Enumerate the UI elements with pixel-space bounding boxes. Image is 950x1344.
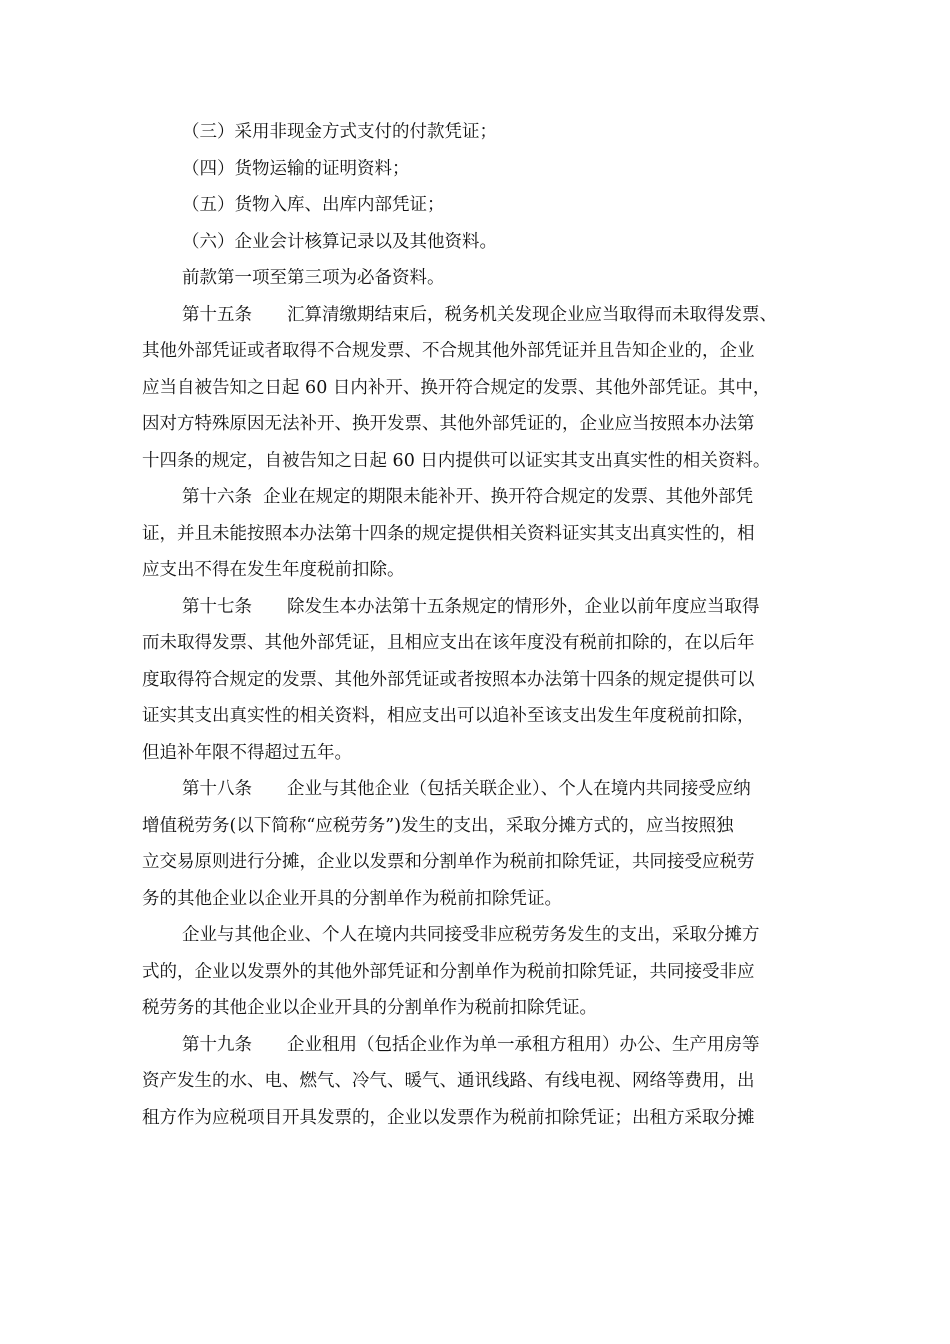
text-line: （五）货物入库、出库内部凭证； — [182, 195, 445, 215]
text-line: 十四条的规定，自被告知之日起 60 日内提供可以证实其支出真实性的相关资料。 — [142, 450, 771, 471]
text-line: 增值税劳务(以下简称“应税劳务”)发生的支出，采取分摊方式的，应当按照独 — [142, 815, 734, 836]
text-line: 租方作为应税项目开具发票的，企业以发票作为税前扣除凭证；出租方采取分摊 — [142, 1107, 755, 1128]
article-15-line: 第十五条 汇算清缴期结束后，税务机关发现企业应当取得而未取得发票、 — [182, 304, 777, 325]
text-line: 因对方特殊原因无法补开、换开发票、其他外部凭证的，企业应当按照本办法第 — [142, 414, 755, 434]
text-line: 立交易原则进行分摊，企业以发票和分割单作为税前扣除凭证，共同接受应税劳 — [142, 852, 755, 872]
text-line: 其他外部凭证或者取得不合规发票、不合规其他外部凭证并且告知企业的，企业 — [142, 341, 755, 361]
text-line: 证，并且未能按照本办法第十四条的规定提供相关资料证实其支出真实性的，相 — [142, 523, 755, 544]
text-line: 式的，企业以发票外的其他外部凭证和分割单作为税前扣除凭证，共同接受非应 — [142, 961, 755, 982]
text-line: 企业与其他企业、个人在境内共同接受非应税劳务发生的支出，采取分摊方 — [182, 925, 760, 945]
article-17-line: 第十七条 除发生本办法第十五条规定的情形外，企业以前年度应当取得 — [182, 596, 760, 617]
text-line: 应当自被告知之日起 60 日内补开、换开符合规定的发票、其他外部凭证。其中， — [142, 377, 771, 398]
text-line: 应支出不得在发生年度税前扣除。 — [142, 560, 405, 580]
text-line: 前款第一项至第三项为必备资料。 — [182, 268, 445, 288]
text-line: （三）采用非现金方式支付的付款凭证； — [182, 122, 497, 142]
text-line: 税劳务的其他企业以企业开具的分割单作为税前扣除凭证。 — [142, 998, 597, 1018]
document-body — [142, 114, 806, 1136]
text-line: 务的其他企业以企业开具的分割单作为税前扣除凭证。 — [142, 888, 562, 909]
article-18-line: 第十八条 企业与其他企业（包括关联企业）、个人在境内共同接受应纳 — [182, 779, 751, 799]
text-line: 但追补年限不得超过五年。 — [142, 742, 352, 763]
text-line: （四）货物运输的证明资料； — [182, 158, 410, 179]
article-16-line: 第十六条 企业在规定的期限未能补开、换开符合规定的发票、其他外部凭 — [182, 487, 754, 507]
text-line: （六）企业会计核算记录以及其他资料。 — [182, 231, 497, 252]
text-line: 证实其支出真实性的相关资料，相应支出可以追补至该支出发生年度税前扣除， — [142, 706, 755, 726]
article-19-line: 第十九条 企业租用（包括企业作为单一承租方租用）办公、生产用房等 — [182, 1034, 760, 1055]
text-line: 度取得符合规定的发票、其他外部凭证或者按照本办法第十四条的规定提供可以 — [142, 669, 755, 690]
text-line: 而未取得发票、其他外部凭证，且相应支出在该年度没有税前扣除的，在以后年 — [142, 633, 755, 653]
text-line: 资产发生的水、电、燃气、冷气、暖气、通讯线路、有线电视、网络等费用，出 — [142, 1071, 755, 1091]
